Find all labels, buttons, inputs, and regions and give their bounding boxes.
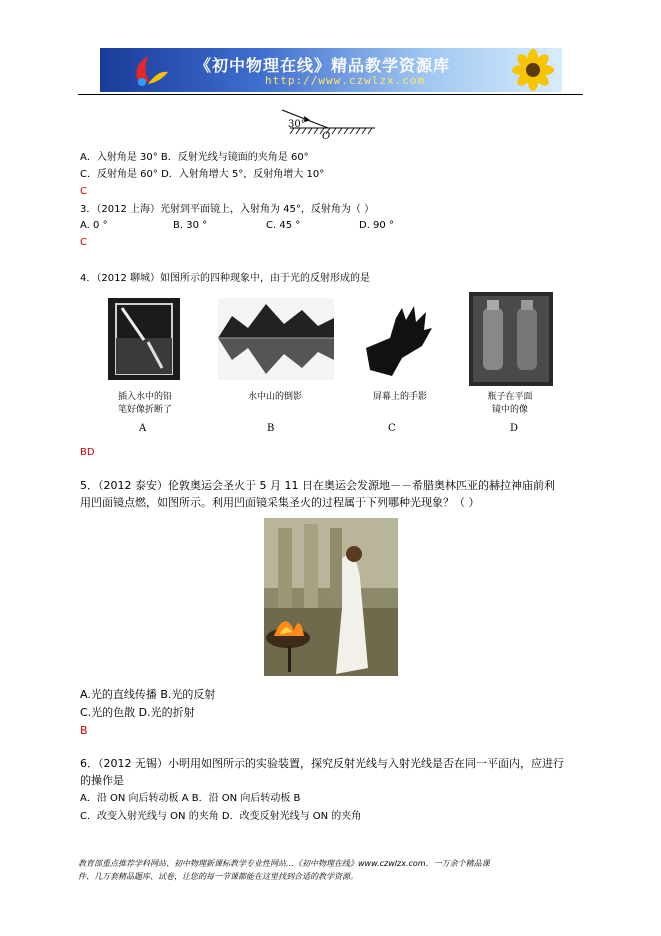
q4-stem: 4．（2012 聊城）如图所示的四种现象中，由于光的反射形成的是 [80,273,370,284]
q5-options-line1: A.光的直线传播 B.光的反射 [80,688,216,701]
footer-line1: 教育部重点推荐学科网站、初中物理新课标教学专业性网站…《初中物理在线》www.czwlzx.com．一万余个精品课 [78,859,490,868]
q4-image-c [362,298,436,380]
q3-option-c: C. 45 ° [266,220,301,231]
q4-image-a [108,298,180,380]
q4-caption-a2: 笔好像折断了 [117,405,172,415]
q5-stem-line2: 用凹面镜点燃，如图所示。利用凹面镜采集圣火的过程属于下列哪种光现象？（ ） [80,496,480,509]
logo-icon [130,52,170,88]
q5-answer: B [80,724,88,737]
q2-answer: C [80,186,87,197]
sunflower-icon [505,48,562,92]
q5-olympic-flame-photo [264,518,398,676]
q5-stem-line1: 5．（2012 泰安）伦敦奥运会圣火于 5 月 11 日在奥运会发源地－－希腊奥林匹亚的赫拉神庙前利 [80,479,555,492]
q3-stem: 3．（2012 上海）光射到平面镜上，入射角为 45°，反射角为（ ） [80,204,375,215]
q2-options-line1: A．入射角是 30° B．反射光线与镜面的夹角是 60° [80,152,309,163]
q3-answer: C [80,237,87,248]
q4-letter-d: D [510,423,519,434]
q4-image-d [469,292,553,386]
q6-stem-line1: 6．（2012 无锡）小明用如图所示的实验装置，探究反射光线与入射光线是否在同一平面内，应进行 [80,757,564,770]
footer-line2: 件、几万套精品题库、试卷，让您的每一节课都能在这里找到合适的教学资源。 [78,872,358,881]
q4-answer: BD [80,447,95,458]
header-banner [100,48,562,92]
q4-caption-d1: 瓶子在平面 [487,392,533,402]
banner-title: 《初中物理在线》精品教学资源库 [195,56,451,75]
q4-caption-c: 屏幕上的手影 [372,392,427,402]
header-rule [78,94,583,95]
q2-options-line2: C．反射角是 60° D．入射角增大 5°，反射角增大 10° [80,169,325,180]
q4-letter-b: B [267,423,275,434]
angle-label: 30° [288,119,306,130]
point-label: O [322,131,331,142]
q4-caption-b: 水中山的倒影 [247,392,302,402]
q4-caption-a1: 插入水中的铅 [117,392,172,402]
q4-letter-c: C [388,423,396,434]
q6-options-line2: C．改变入射光线与 ON 的夹角 D．改变反射光线与 ON 的夹角 [80,811,362,822]
q3-option-a: A. 0 ° [80,220,108,231]
q3-option-b: B. 30 ° [173,220,208,231]
q3-option-d: D. 90 ° [359,220,394,231]
q6-stem-line2: 的操作是 [80,774,124,787]
q4-image-b [218,298,334,380]
q4-letter-a: A [139,423,147,434]
q6-options-line1: A．沿 ON 向后转动板 A B．沿 ON 向后转动板 B [80,793,301,804]
q5-options-line2: C.光的色散 D.光的折射 [80,706,195,719]
q4-caption-d2: 镜中的像 [491,405,528,415]
banner-url: http://www.czwlzx.com [265,74,426,87]
